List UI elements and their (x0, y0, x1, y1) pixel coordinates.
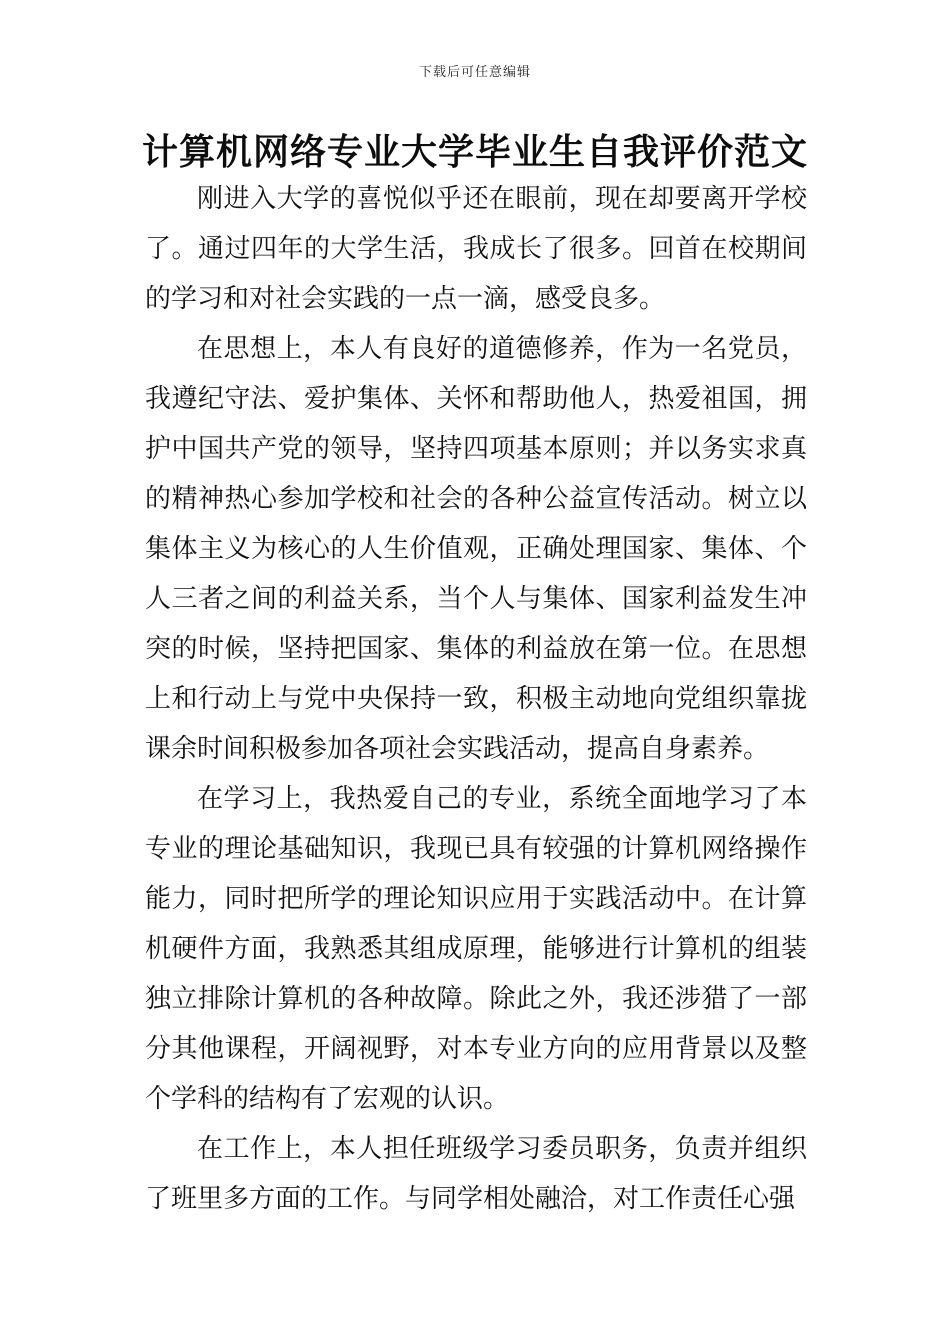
paragraph-work: 在工作上，本人担任班级学习委员职务，负责并组织了班里多方面的工作。与同学相处融洽，对工作责任心强 (145, 1134, 807, 1214)
document-title: 计算机网络专业大学毕业生自我评价范文 (141, 131, 808, 173)
paragraph-study: 在学习上，我热爱自己的专业，系统全面地学习了本专业的理论基础知识，我现已具有较强的计算机网络操作能力，同时把所学的理论知识应用于实践活动中。在计算机硬件方面，我熟悉其组成原理，能够进行计算机的组装独立排除计算机的各种故障。除此之外，我还涉猎了一部分其他课程，开阔视野，对本专业方向的应用背景以及整个学科的结构有了宏观的认识。 (145, 784, 807, 1114)
header-note: 下载后可任意编辑 (418, 65, 531, 80)
document-body (145, 174, 807, 1224)
paragraph-intro: 刚进入大学的喜悦似乎还在眼前，现在却要离开学校了。通过四年的大学生活，我成长了很多。回首在校期间的学习和对社会实践的一点一滴，感受良多。 (145, 184, 807, 314)
paragraph-ideology: 在思想上，本人有良好的道德修养，作为一名党员，我遵纪守法、爱护集体、关怀和帮助他人，热爱祖国，拥护中国共产党的领导，坚持四项基本原则；并以务实求真的精神热心参加学校和社会的各种公益宣传活动。树立以集体主义为核心的人生价值观，正确处理国家、集体、个人三者之间的利益关系，当个人与集体、国家利益发生冲突的时候，坚持把国家、集体的利益放在第一位。在思想上和行动上与党中央保持一致，积极主动地向党组织靠拢课余时间积极参加各项社会实践活动，提高自身素养。 (145, 334, 807, 764)
